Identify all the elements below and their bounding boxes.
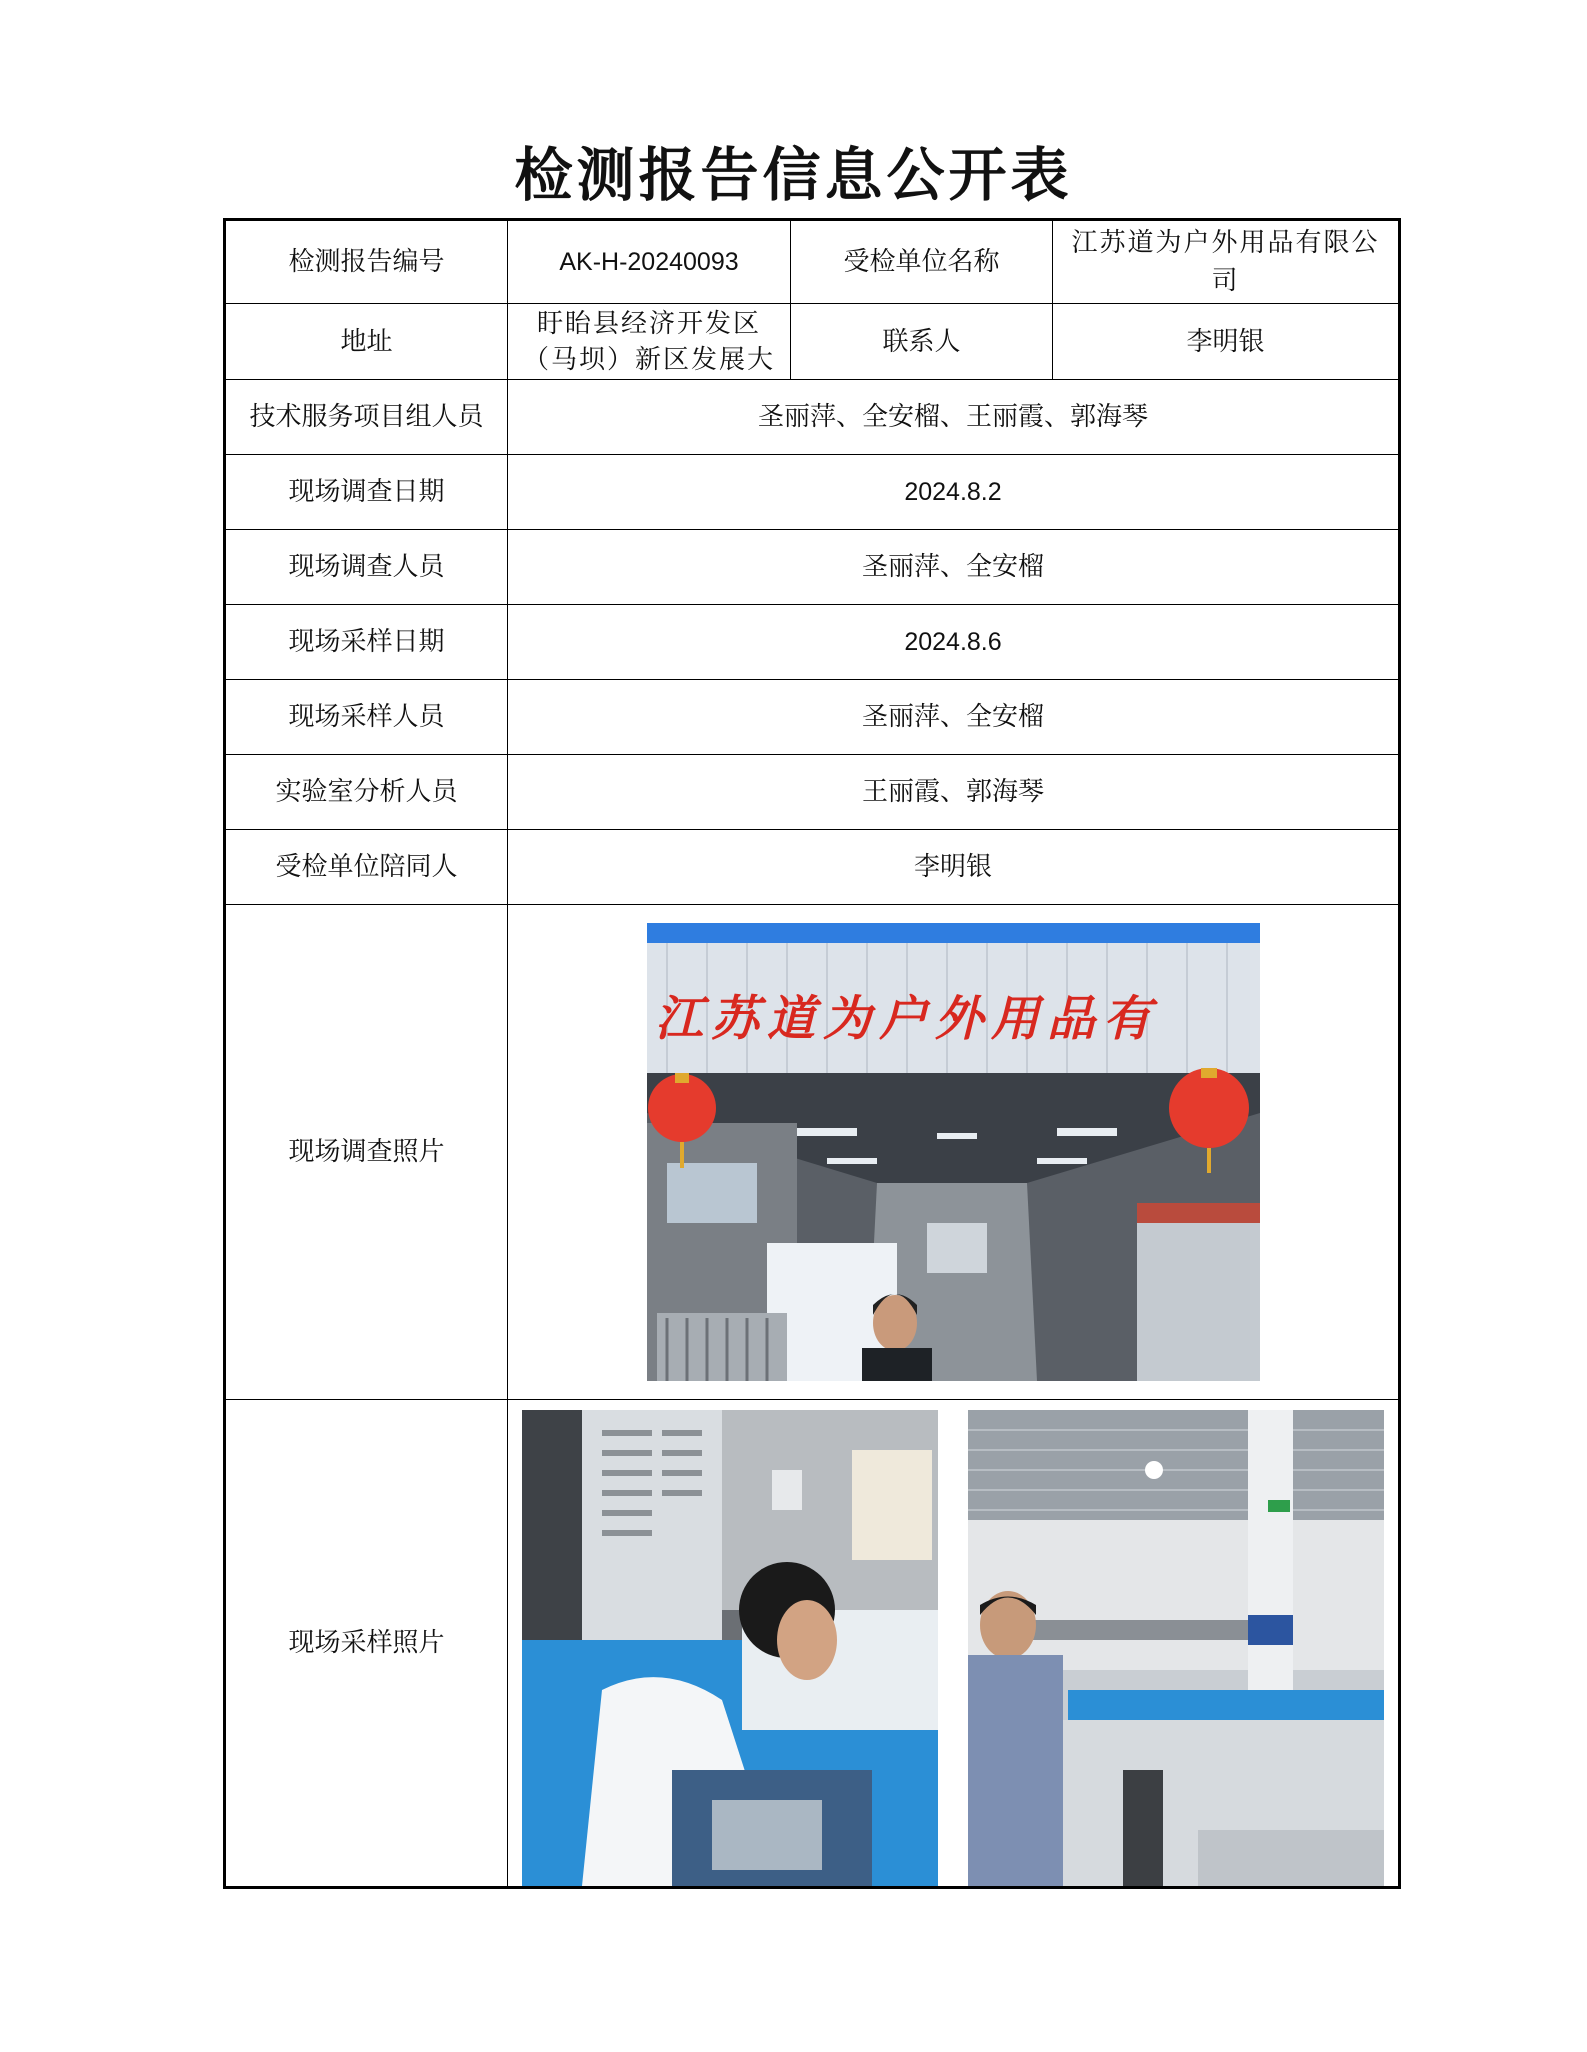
lab-staff-value: 王丽霞、郭海琴 bbox=[508, 755, 1400, 830]
survey-staff-value: 圣丽萍、全安榴 bbox=[508, 530, 1400, 605]
contact-label: 联系人 bbox=[791, 304, 1053, 380]
sampling-staff-label: 现场采样人员 bbox=[225, 680, 508, 755]
team-label: 技术服务项目组人员 bbox=[225, 380, 508, 455]
escort-label: 受检单位陪同人 bbox=[225, 830, 508, 905]
lab-staff-label: 实验室分析人员 bbox=[225, 755, 508, 830]
table-row bbox=[225, 455, 1400, 530]
sampling-photo-label: 现场采样照片 bbox=[225, 1400, 508, 1888]
table-row bbox=[225, 1400, 1400, 1888]
table-row bbox=[225, 605, 1400, 680]
survey-staff-label: 现场调查人员 bbox=[225, 530, 508, 605]
contact-value: 李明银 bbox=[1053, 304, 1400, 380]
address-label: 地址 bbox=[225, 304, 508, 380]
escort-value: 李明银 bbox=[508, 830, 1400, 905]
sampling-staff-value: 圣丽萍、全安榴 bbox=[508, 680, 1400, 755]
survey-date-label: 现场调查日期 bbox=[225, 455, 508, 530]
table-row bbox=[225, 304, 1400, 380]
table-row bbox=[225, 680, 1400, 755]
table-row bbox=[225, 755, 1400, 830]
unit-name-label: 受检单位名称 bbox=[791, 220, 1053, 304]
report-no-value: AK-H-20240093 bbox=[508, 220, 791, 304]
sampling-date-value: 2024.8.6 bbox=[508, 605, 1400, 680]
report-no-label: 检测报告编号 bbox=[225, 220, 508, 304]
sampling-date-label: 现场采样日期 bbox=[225, 605, 508, 680]
page-title: 检测报告信息公开表 bbox=[514, 141, 1073, 209]
survey-photo-label: 现场调查照片 bbox=[225, 905, 508, 1400]
address-value: 盱眙县经济开发区（马坝）新区发展大 bbox=[508, 304, 791, 380]
table-row bbox=[225, 830, 1400, 905]
survey-date-value: 2024.8.2 bbox=[508, 455, 1400, 530]
survey-photo bbox=[647, 923, 1260, 1381]
table-row bbox=[225, 220, 1400, 304]
table-row bbox=[225, 905, 1400, 1400]
sampling-photo-1 bbox=[522, 1410, 938, 1886]
photo-sign-text: 江苏道为户外用品有 bbox=[654, 991, 1159, 1047]
table-row bbox=[225, 530, 1400, 605]
team-value: 圣丽萍、全安榴、王丽霞、郭海琴 bbox=[508, 380, 1400, 455]
table-row bbox=[225, 380, 1400, 455]
sampling-photo-2 bbox=[968, 1410, 1384, 1886]
unit-name-value: 江苏道为户外用品有限公司 bbox=[1053, 220, 1400, 304]
info-table bbox=[223, 218, 1401, 1889]
